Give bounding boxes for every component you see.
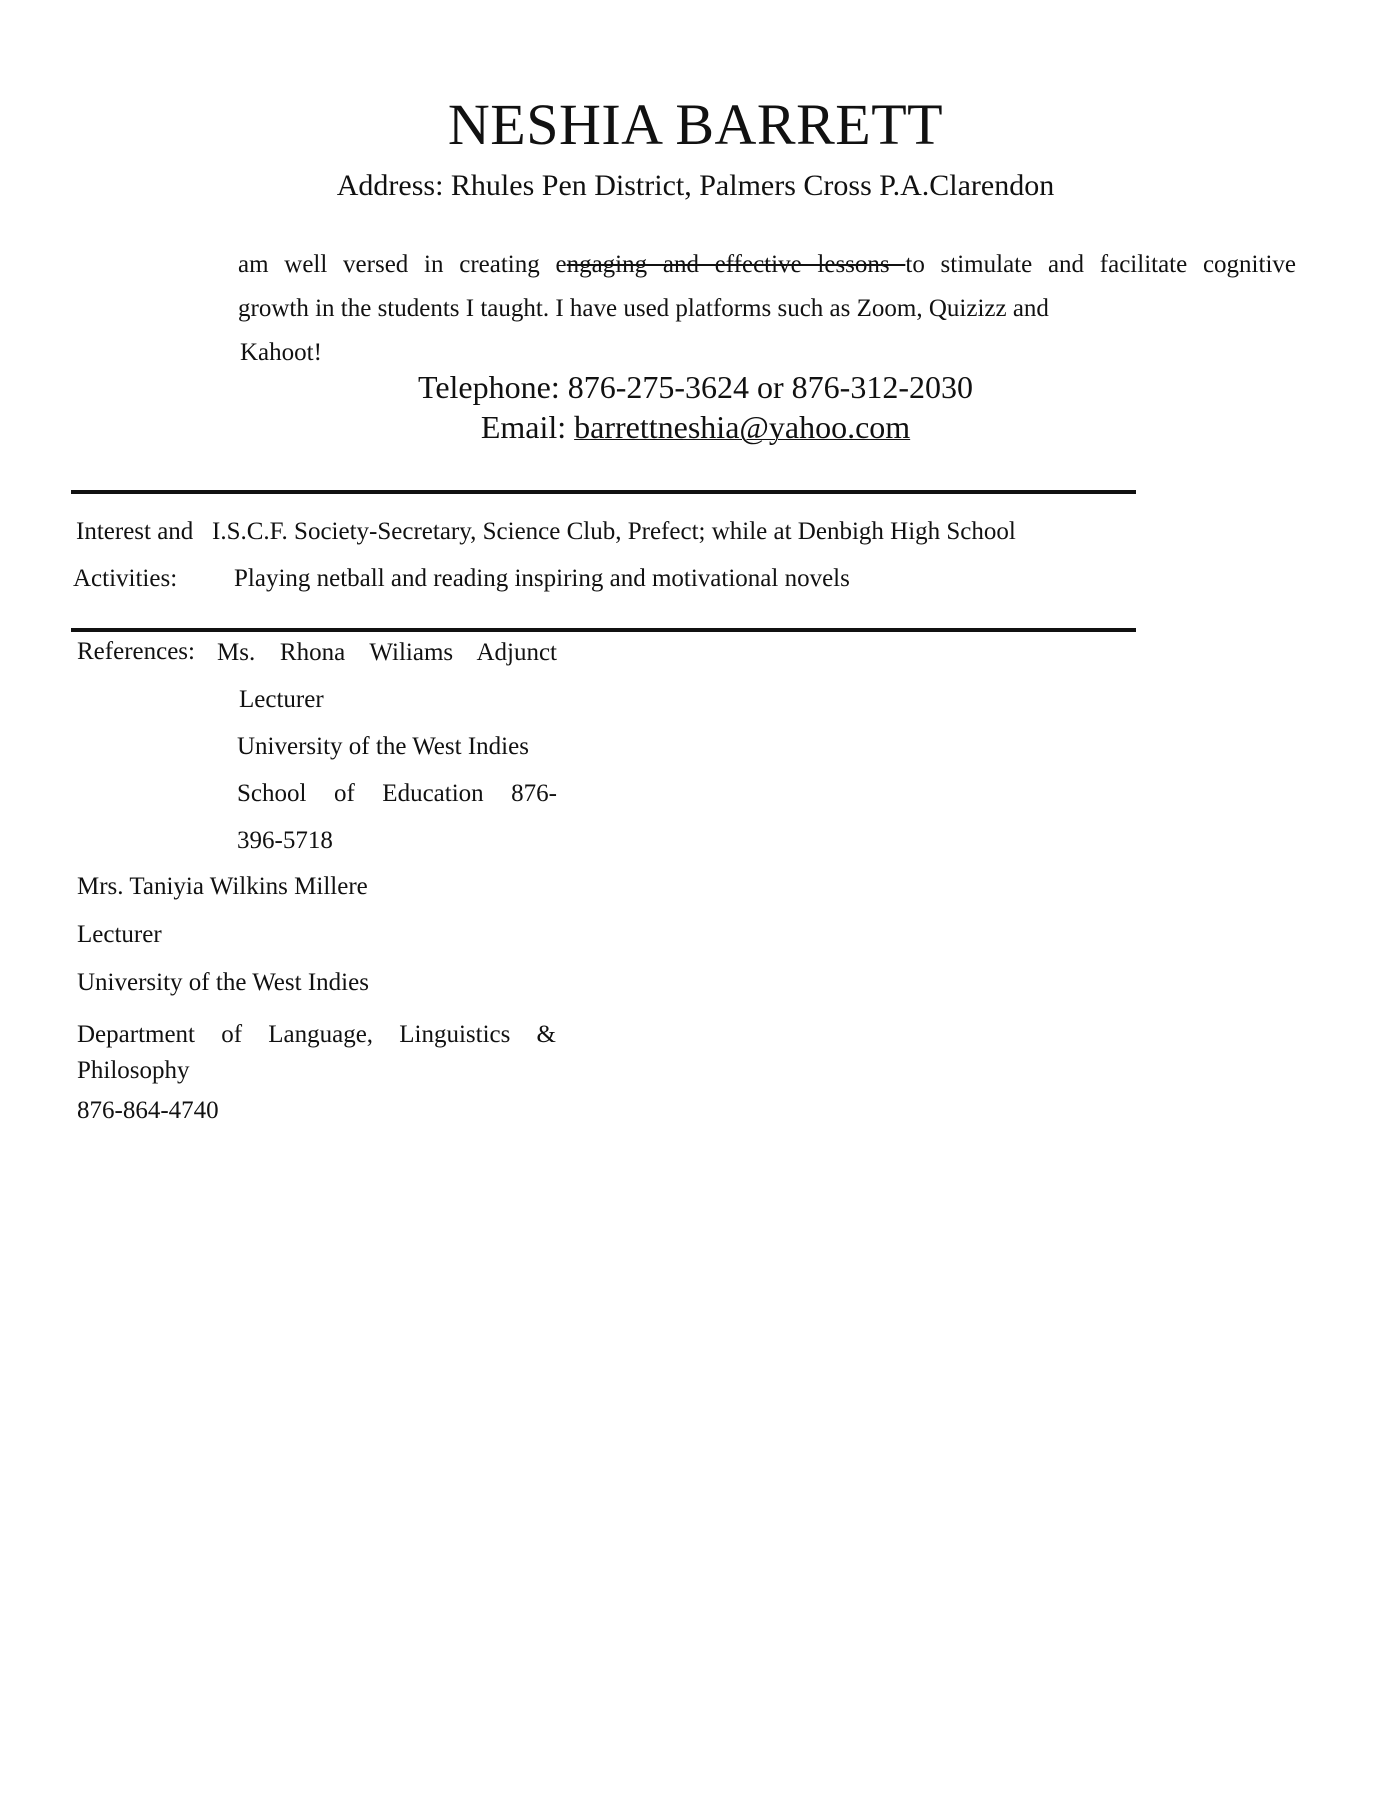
references-label: References: xyxy=(77,638,195,665)
email-link[interactable]: barrettneshia@yahoo.com xyxy=(574,409,911,445)
reference-1-name xyxy=(217,639,557,667)
interest-item-1: I.S.C.F. Society-Secretary, Science Club, Prefect; while at Denbigh High School xyxy=(212,518,1016,545)
address-line: Address: Rhules Pen District, Palmers Cross P.A.Clarendon xyxy=(336,169,1055,202)
reference-2-org: University of the West Indies xyxy=(77,969,369,996)
interests-label-line-1: Interest and xyxy=(76,518,194,545)
section-divider-2 xyxy=(71,628,1136,632)
summary-line-2: growth in the students I taught. I have used platforms such as Zoom, Quizizz and xyxy=(238,295,1049,322)
reference-1-phone: 396-5718 xyxy=(237,827,333,854)
reference-1-dept xyxy=(237,780,557,808)
reference-1-org: University of the West Indies xyxy=(237,733,529,760)
reference-1-title: Lecturer xyxy=(239,686,324,713)
email-line xyxy=(0,411,1391,443)
summary-paragraph xyxy=(238,243,1296,375)
summary-line-1-start: am well versed in creating e xyxy=(238,251,567,278)
reference-2-dept: Department of Language, Linguistics & Philosophy xyxy=(77,1021,556,1084)
interest-item-2: Playing netball and reading inspiring and motivational novels xyxy=(234,565,850,592)
reference-2-name: Mrs. Taniyia Wilkins Millere xyxy=(77,873,368,900)
interests-label-line-2: Activities: xyxy=(73,565,178,592)
summary-line-3: Kahoot! xyxy=(240,339,322,366)
telephone-line: Telephone: 876-275-3624 or 876-312-2030 xyxy=(418,369,973,405)
summary-struck-text: ngaging and effective lessons xyxy=(566,251,906,278)
reference-2-title: Lecturer xyxy=(77,921,162,948)
summary-line-1-end: to stimulate and facilitate cognitive xyxy=(905,251,1296,278)
reference-1-dept-text: School of Education 876- xyxy=(237,780,557,807)
email-label: Email: xyxy=(480,409,575,445)
resume-name: NESHIA BARRETT xyxy=(447,92,944,157)
reference-2-phone: 876-864-4740 xyxy=(77,1097,219,1124)
section-divider-1 xyxy=(71,490,1136,494)
summary-line-1 xyxy=(238,243,1296,287)
reference-1-name-text: Ms. Rhona Wiliams Adjunct xyxy=(217,639,557,666)
